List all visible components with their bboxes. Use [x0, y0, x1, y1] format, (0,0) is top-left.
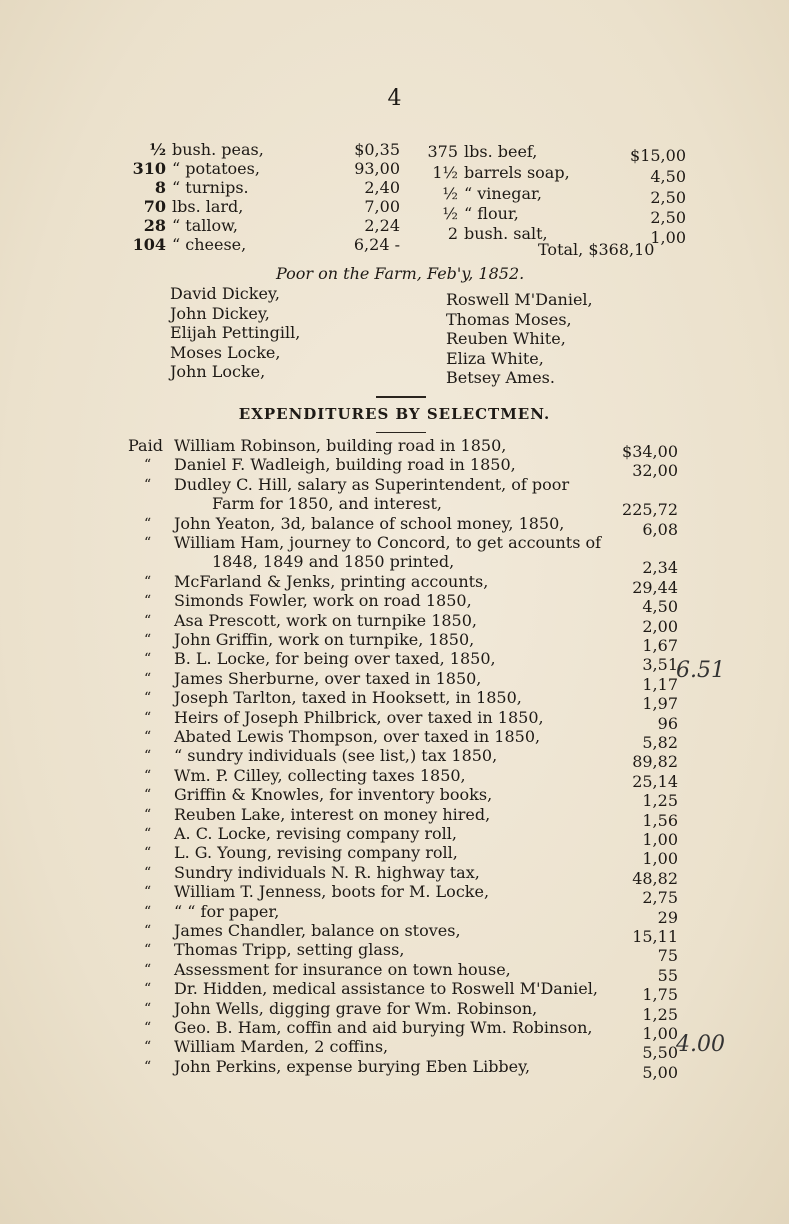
poor-name: John Dickey, [170, 303, 270, 323]
expenditure-amount: 29,44 [632, 577, 678, 597]
provisions-total: Total, $368,10 [538, 240, 655, 259]
expenditure-line: Simonds Fowler, work on road 1850, [174, 591, 472, 611]
ditto-mark: “ [144, 961, 152, 978]
expenditure-amount: 5,82 [642, 733, 678, 752]
ditto-mark: “ [144, 573, 152, 590]
provision-amount: $15,00 [630, 146, 686, 165]
provision-qty: 2 [447, 224, 458, 243]
expenditure-line: John Wells, digging grave for Wm. Robinson, [174, 998, 538, 1018]
expenditure-line: 1848, 1849 and 1850 printed, [212, 552, 455, 572]
provision-amount: 4,50 [650, 167, 686, 186]
poor-name: Moses Locke, [170, 342, 281, 362]
poor-name: Reuben White, [446, 329, 566, 348]
ditto-mark: “ [144, 806, 152, 823]
provision-unit: “ potatoes, [172, 159, 260, 178]
divider-top [376, 396, 426, 398]
expenditure-amount: 1,97 [642, 694, 678, 714]
handwritten-note-2: 4.00 [676, 1032, 725, 1057]
expenditure-line: “ “ for paper, [174, 901, 280, 921]
provision-amount: 93,00 [354, 159, 400, 178]
paid-label: Paid [128, 436, 163, 455]
expenditure-amount: 15,11 [632, 927, 678, 946]
expenditure-line: Thomas Tripp, setting glass, [174, 940, 405, 960]
ditto-mark: “ [144, 1000, 152, 1017]
expenditure-line: John Yeaton, 3d, balance of school money, 1850, [174, 513, 565, 533]
expenditure-line: Assessment for insurance on town house, [174, 959, 511, 979]
expenditure-line: William Ham, journey to Concord, to get accounts of [174, 533, 602, 552]
expenditure-amount: 1,00 [642, 849, 678, 869]
expenditure-line: Sundry individuals N. R. highway tax, [174, 862, 480, 882]
provision-qty: 310 [132, 159, 166, 178]
provision-unit: “ vinegar, [464, 184, 542, 203]
ditto-mark: “ [144, 884, 152, 901]
ditto-mark: “ [144, 864, 152, 881]
expenditure-amount: 1,00 [642, 1024, 678, 1043]
expenditure-line: Dudley C. Hill, salary as Superintendent, of poor [174, 474, 570, 494]
expenditure-amount: 1,00 [642, 830, 678, 849]
ditto-mark: “ [144, 748, 152, 765]
expenditure-line: Farm for 1850, and interest, [212, 494, 442, 514]
expenditure-line: Heirs of Joseph Philbrick, over taxed in 1850, [174, 707, 544, 727]
provision-unit: lbs. beef, [464, 142, 538, 161]
expenditure-amount: 1,67 [642, 636, 678, 655]
expenditure-amount: 1,17 [642, 674, 678, 694]
expenditure-line: James Sherburne, over taxed in 1850, [174, 668, 482, 688]
expenditure-line: Abated Lewis Thompson, over taxed in 1850, [174, 727, 541, 746]
poor-name: Betsey Ames. [446, 368, 555, 387]
expenditure-amount: 1,56 [642, 810, 678, 830]
provision-unit: bush. peas, [172, 140, 264, 159]
poor-name: Elijah Pettingill, [170, 323, 301, 342]
ditto-mark: “ [144, 1020, 152, 1036]
expenditure-line: Daniel F. Wadleigh, building road in 1850, [174, 455, 516, 475]
ditto-mark: “ [144, 593, 152, 610]
ditto-mark: “ [144, 690, 152, 707]
provision-amount: 2,50 [650, 188, 686, 207]
ditto-mark: “ [144, 632, 152, 648]
provision-amount: 6,24 - [353, 235, 400, 254]
provision-unit: “ flour, [464, 204, 519, 223]
expenditure-amount: 32,00 [632, 461, 678, 481]
ditto-mark: “ [144, 476, 152, 493]
handwritten-note-1: 6.51 [676, 658, 725, 683]
provision-unit: “ tallow, [172, 216, 238, 235]
expenditure-line: William Robinson, building road in 1850, [174, 436, 507, 455]
ditto-mark: “ [144, 923, 152, 939]
expenditure-amount: 2,34 [642, 558, 678, 578]
provision-amount: $0,35 [354, 140, 400, 159]
provision-qty: 8 [154, 178, 166, 197]
provision-qty: ½ [149, 140, 166, 159]
expenditure-amount: 96 [657, 713, 678, 733]
provision-qty: 1½ [432, 163, 458, 182]
ditto-mark: “ [144, 670, 152, 687]
provision-amount: 2,24 [364, 216, 400, 235]
ditto-mark: “ [144, 1039, 152, 1056]
poor-name: Roswell M'Daniel, [446, 290, 593, 309]
expenditure-line: Geo. B. Ham, coffin and aid burying Wm. Robinson, [174, 1018, 593, 1037]
expenditure-amount: 1,25 [642, 1004, 678, 1024]
expenditure-line: James Chandler, balance on stoves, [174, 921, 461, 940]
poor-name: Eliza White, [446, 348, 544, 368]
expenditure-line: A. C. Locke, revising company roll, [174, 824, 457, 843]
expenditure-amount: 48,82 [632, 868, 678, 888]
provision-unit: barrels soap, [464, 163, 570, 182]
ditto-mark: “ [144, 767, 152, 784]
provision-unit: “ cheese, [172, 235, 247, 254]
expenditure-line: William T. Jenness, boots for M. Locke, [174, 882, 490, 902]
provision-qty: 104 [132, 235, 166, 254]
ditto-mark: “ [144, 709, 152, 726]
expenditure-line: Joseph Tarlton, taxed in Hooksett, in 1850, [174, 688, 522, 708]
provision-qty: 70 [143, 197, 166, 216]
provision-amount: 2,40 [364, 178, 400, 197]
ditto-mark: “ [144, 535, 152, 551]
provision-amount: 7,00 [364, 197, 400, 216]
expenditure-line: Dr. Hidden, medical assistance to Roswell M'Daniel, [174, 979, 598, 999]
expenditure-amount: 3,51 [642, 655, 678, 675]
expenditure-line: John Perkins, expense burying Eben Libbey, [174, 1056, 531, 1076]
expenditure-line: L. G. Young, revising company roll, [174, 843, 458, 863]
expenditure-line: Reuben Lake, interest on money hired, [174, 804, 491, 824]
expenditure-line: “ sundry individuals (see list,) tax 1850, [174, 746, 498, 766]
provision-unit: lbs. lard, [172, 197, 244, 216]
ditto-mark: “ [144, 787, 152, 804]
expenditure-line: McFarland & Jenks, printing accounts, [174, 571, 489, 591]
provision-qty: ½ [442, 184, 458, 203]
ditto-mark: “ [144, 1058, 152, 1075]
provision-amount: 1,00 [650, 228, 686, 247]
divider-bottom [376, 432, 426, 433]
poor-name: John Locke, [170, 362, 266, 381]
expenditure-amount: 225,72 [622, 500, 678, 520]
expenditure-amount: 25,14 [632, 771, 678, 791]
ditto-mark: “ [144, 729, 152, 745]
page-number: 4 [387, 86, 402, 111]
poor-title: Poor on the Farm, Feb'y, 1852. [276, 264, 525, 283]
expenditure-amount: 29 [657, 907, 678, 927]
ditto-mark: “ [144, 457, 152, 474]
expenditure-amount: 5,50 [642, 1043, 678, 1063]
ditto-mark: “ [144, 981, 152, 998]
ditto-mark: “ [144, 826, 152, 842]
expenditure-amount: $34,00 [622, 442, 678, 461]
expenditure-line: Asa Prescott, work on turnpike 1850, [174, 610, 477, 630]
expenditure-amount: 75 [657, 946, 678, 966]
expenditure-line: John Griffin, work on turnpike, 1850, [174, 630, 475, 649]
expenditure-amount: 55 [657, 965, 678, 985]
expenditure-amount: 1,25 [642, 791, 678, 811]
provision-amount: 2,50 [650, 208, 686, 227]
ditto-mark: “ [144, 942, 152, 959]
poor-name: Thomas Moses, [446, 309, 572, 329]
ditto-mark: “ [144, 515, 152, 532]
expenditure-line: Wm. P. Cilley, collecting taxes 1850, [174, 765, 466, 785]
expenditure-amount: 2,00 [642, 616, 678, 636]
provision-qty: 28 [143, 216, 166, 235]
provision-qty: ½ [442, 204, 458, 223]
provision-unit: bush. salt, [464, 224, 548, 243]
expenditure-line: Griffin & Knowles, for inventory books, [174, 785, 493, 805]
section-heading: EXPENDITURES BY SELECTMEN. [238, 405, 551, 423]
ditto-mark: “ [144, 651, 152, 668]
expenditure-amount: 6,08 [642, 519, 678, 539]
provision-qty: 375 [427, 142, 458, 161]
expenditure-amount: 4,50 [642, 597, 678, 617]
ditto-mark: “ [144, 612, 152, 629]
expenditure-line: B. L. Locke, for being over taxed, 1850, [174, 649, 496, 669]
poor-name: David Dickey, [170, 284, 280, 303]
expenditure-amount: 89,82 [632, 752, 678, 772]
expenditure-amount: 2,75 [642, 888, 678, 908]
provision-unit: “ turnips. [172, 178, 249, 197]
expenditure-amount: 5,00 [642, 1062, 678, 1082]
ditto-mark: “ [144, 903, 152, 920]
ditto-mark: “ [144, 845, 152, 862]
expenditure-amount: 1,75 [642, 985, 678, 1005]
expenditure-line: William Marden, 2 coffins, [174, 1037, 389, 1057]
